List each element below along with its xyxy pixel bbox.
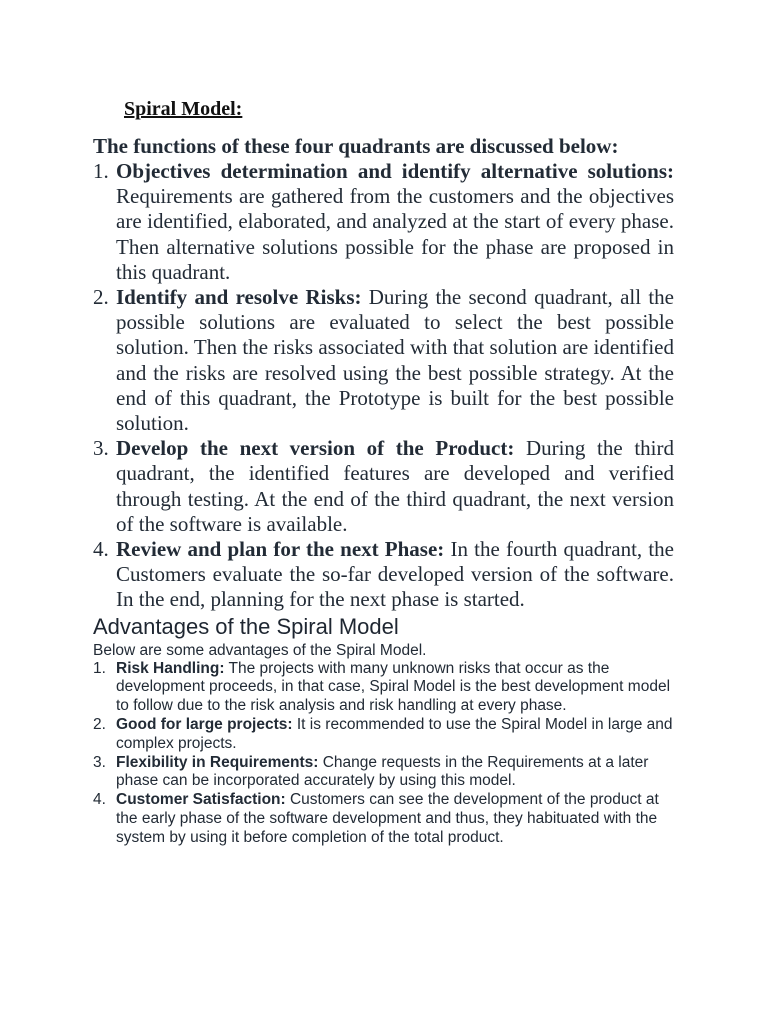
list-number: 1. <box>93 659 106 677</box>
document-page <box>93 96 674 848</box>
list-term: Identify and resolve Risks: <box>116 285 362 310</box>
list-text: Change requests in the Requirements at a later phase can be incorporated accurately by using this model. <box>116 753 649 790</box>
list-term: Risk Handling: <box>116 659 225 677</box>
advantages-list <box>93 660 674 848</box>
list-text: During the second quadrant, all the possible solutions are evaluated to select the best possible solution. Then the risks associated with that solution are identified and the risks are resolved using the best possible strategy. At the end of this quadrant, the Prototype is built for the best possible solution. <box>116 285 674 436</box>
list-text: Requirements are gathered from the customers and the objectives are identified, elaborated, and analyzed at the start of every phase. Then alternative solutions possible for the phase are proposed in this quadrant. <box>116 184 674 284</box>
list-text: During the third quadrant, the identified features are developed and verified through testing. At the end of the third quadrant, the next version of the software is available. <box>116 436 674 536</box>
list-term: Objectives determination and identify alternative solutions: <box>116 159 674 183</box>
list-item <box>93 754 674 792</box>
list-number: 3. <box>93 436 109 461</box>
list-number: 3. <box>93 753 106 771</box>
list-item <box>93 537 674 613</box>
page-title: Spiral Model: <box>124 98 243 120</box>
list-number: 4. <box>93 537 109 562</box>
advantages-intro: Below are some advantages of the Spiral Model. <box>93 641 427 659</box>
list-term: Customer Satisfaction: <box>116 791 286 809</box>
list-item <box>93 285 674 436</box>
list-text: The projects with many unknown risks that occur as the development proceeds, in that case, Spiral Model is the best development model to follow due to the risk analysis and risk handling at every phase. <box>116 659 671 715</box>
advantages-heading: Advantages of the Spiral Model <box>93 613 399 639</box>
list-number: 4. <box>93 791 106 809</box>
list-term: Flexibility in Requirements: <box>116 753 319 771</box>
list-number: 1. <box>93 159 109 183</box>
list-item <box>93 159 674 285</box>
list-term: Review and plan for the next Phase: <box>116 537 445 562</box>
list-item <box>93 791 674 847</box>
list-item <box>93 716 674 754</box>
list-item <box>93 660 674 716</box>
list-number: 2. <box>93 716 106 734</box>
list-text: In the fourth quadrant, the Customers evaluate the so-far developed version of the software. In the end, planning for the next phase is started. <box>116 537 674 612</box>
list-number: 2. <box>93 285 109 310</box>
list-text: Customers can see the development of the product at the early phase of the software development and thus, they habituated with the system by using it before completion of the total product. <box>116 791 659 846</box>
list-term: Develop the next version of the Product: <box>116 436 515 461</box>
quadrants-list <box>93 159 674 613</box>
list-text: It is recommended to use the Spiral Model in large and complex projects. <box>116 716 673 752</box>
list-item <box>93 436 674 537</box>
list-term: Good for large projects: <box>116 716 293 734</box>
quadrants-intro: The functions of these four quadrants are discussed below: <box>93 134 619 158</box>
